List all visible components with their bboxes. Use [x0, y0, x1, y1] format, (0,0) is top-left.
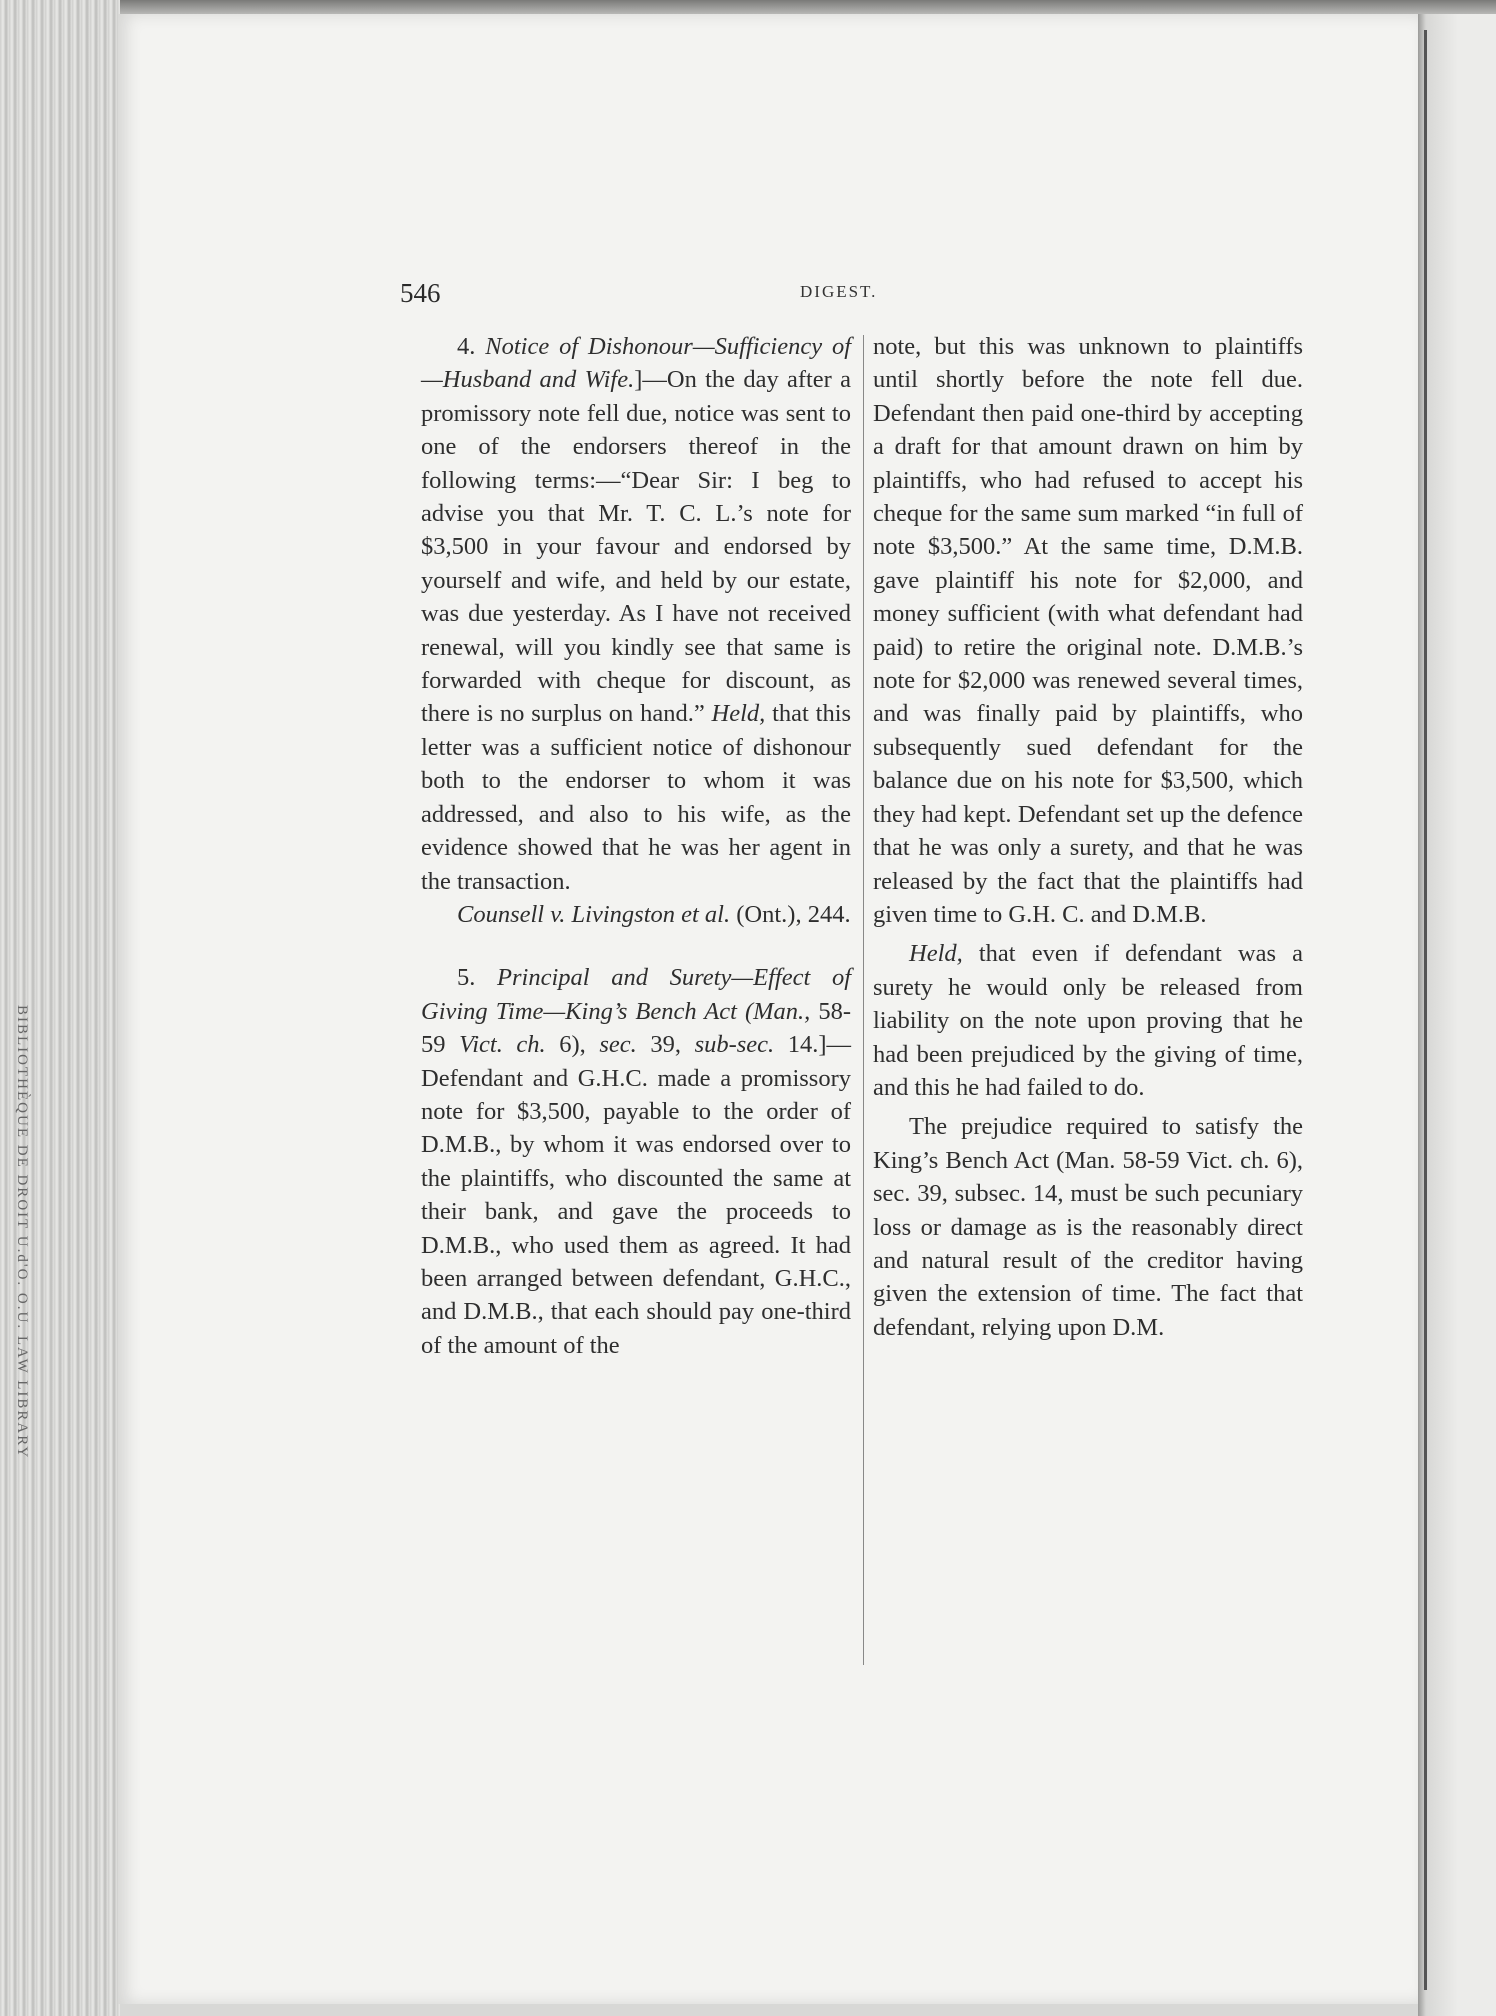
entry-4 [421, 330, 851, 898]
running-title: DIGEST. [800, 282, 878, 301]
gutter-line [1424, 30, 1427, 1990]
entry-body: ]—Defendant and G.H.C. made a promissory note for $3,500, payable to the order of D.M.B., by whom it was endorsed over to the plaintiffs, who discounted the same at their bank, and gave the proceeds to D.M.B., who used them as agreed. It had been arranged between defendant, G.H.C., and D.M.B., that each should pay one-third of the amount of the [421, 1031, 852, 1359]
entry-body-held: that this letter was a sufficient notice of dishonour both to the endorser to whom it was addressed, and also to his wife, as the evidence showed that he was her agent in the transaction. [421, 700, 852, 895]
page-number: 546 [400, 278, 441, 308]
heading-part: 6), [559, 1031, 586, 1059]
right-column [873, 330, 1303, 1344]
heading-part: 14. [787, 1031, 819, 1059]
entry-body: ]—On the day after a promissory note fell due, notice was sent to one of the endorsers thereof in the following terms:—“Dear Sir: I beg to advise you that Mr. T. C. L.’s note for $3,500 in your favour and endorsed by yourself and wife, and held by our estate, was due yesterday. As I have not received renewal, will you kindly see that same is forwarded with cheque for discount, as there is no surplus on hand.” [421, 366, 851, 728]
held-paragraph [873, 937, 1303, 1104]
heading-part: sec. [599, 1031, 637, 1059]
heading-part: Man., [753, 997, 811, 1025]
case-cite: (Ont.), 244. [736, 900, 851, 928]
prejudice-paragraph: The prejudice required to satisfy the King’s Bench Act (Man. 58-59 Vict. ch. 6), sec. 39, subsec. 14, must be such pecuniary loss or damage as is the reasonably direct and natural result of the creditor having given the extension of time. The fact that defendant, relying upon D.M. [873, 1113, 1303, 1341]
heading-part: 39, [650, 1031, 681, 1059]
held-text: that even if defendant was a surety he would only be released from liability on the note upon proving that he had been prejudiced by the giving of time, and this he had failed to do. [873, 940, 1303, 1101]
heading-part: 58-59 [421, 997, 852, 1059]
heading-part: sub-sec. [694, 1031, 775, 1059]
running-head [0, 278, 1496, 308]
entry-number: 4. [457, 333, 476, 360]
continued-paragraph: note, but this was unknown to plaintiffs until shortly before the note fell due. Defendant then paid one-third by accepting a draft for that amount drawn on him by plaintiffs, who had refused to accept his cheque for the same sum marked “in full of note $3,500.” At the same time, D.M.B. gave plaintiff his note for $2,000, and money sufficient (with what defendant had paid) to retire the original note. D.M.B.’s note for $2,000 was renewed several times, and was finally paid by plaintiffs, who subsequently sued defendant for the balance due on his note for $3,500, which they had kept. Defendant set up the defence that he was only a surety, and that he was released by the fact that the plaintiffs had given time to G.H. C. and D.M.B. [873, 333, 1303, 928]
heading-part: Vict. ch. [459, 1031, 546, 1059]
entry-number: 5. [457, 964, 476, 992]
held-label: Held, [909, 940, 963, 968]
case-name: Counsell v. Livingston et al. [457, 900, 731, 928]
entry-heading: Notice of Dishonour—Sufficiency of—Husband and Wife. [421, 333, 851, 394]
entry-heading: Principal and Surety—Effect of Giving Time—King’s Bench Act ( [421, 964, 852, 1025]
held-label: Held, [711, 700, 766, 728]
library-stamp: BIBLIOTHÈQUE DE DROIT U.d'O. O.U. LAW LIBRARY [14, 1005, 30, 1460]
column-divider [863, 335, 864, 1665]
left-column [421, 330, 851, 1362]
case-citation [421, 898, 851, 931]
entry-5 [421, 961, 851, 1362]
facing-page-edge [1418, 14, 1496, 2016]
